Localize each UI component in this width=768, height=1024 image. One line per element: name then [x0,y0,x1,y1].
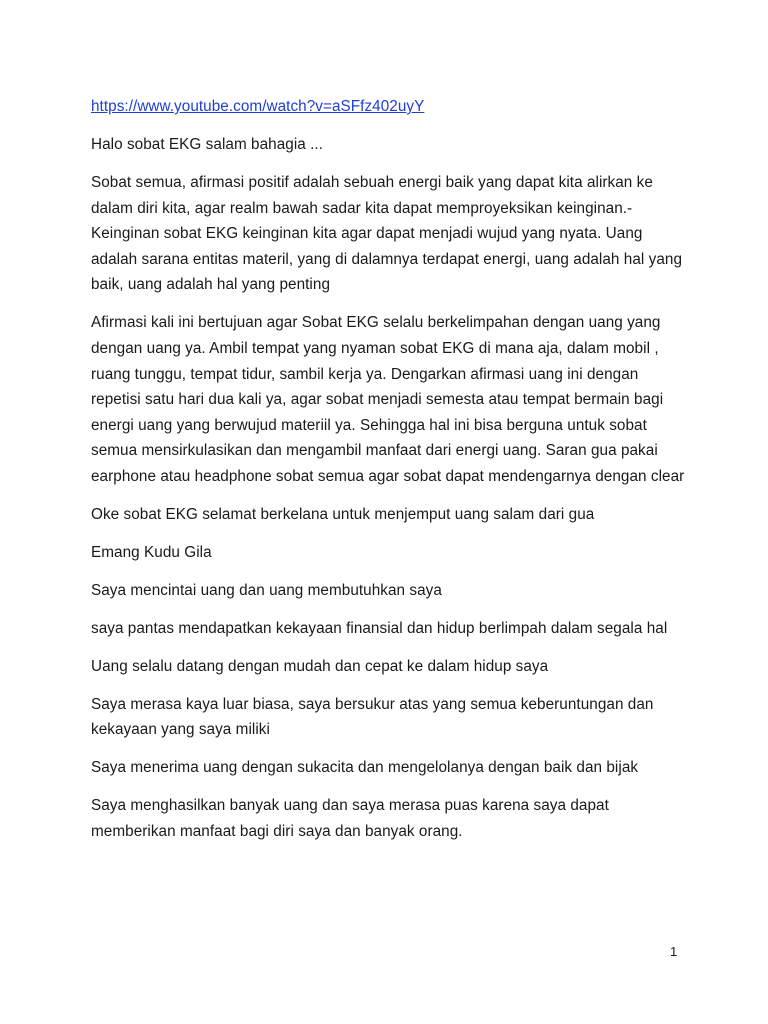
affirmation-1: Saya mencintai uang dan uang membutuhkan saya [91,581,442,599]
paragraph-closing: Oke sobat EKG selamat berkelana untuk menjemput uang salam dari gua [91,505,595,523]
affirmation-5: Saya menerima uang dengan sukacita dan mengelolanya dengan baik dan bijak [91,759,639,777]
affirmation-2: saya pantas mendapatkan kekayaan finansial dan hidup berlimpah dalam segala hal [91,619,668,637]
link-paragraph [91,94,691,120]
page-number: 1 [670,944,678,959]
paragraph-intro: Sobat semua, afirmasi positif adalah sebuah energi baik yang dapat kita alirkan ke dalam diri kita, agar realm bawah sadar kita dapat memproyeksikan keinginan.- Keinginan sobat EKG keinginan kita agar dapat menjadi wujud yang nyata. Uang adalah sarana entitas materil, yang di dalamnya terdapat energi, uang adalah hal yang baik, uang adalah hal yang penting [91,173,683,294]
paragraph-signature: Emang Kudu Gila [91,543,212,561]
affirmation-3: Uang selalu datang dengan mudah dan cepat ke dalam hidup saya [91,657,549,675]
youtube-link[interactable]: https://www.youtube.com/watch?v=aSFfz402uyY [91,98,425,115]
document-body [91,94,691,857]
affirmation-4: Saya merasa kaya luar biasa, saya bersukur atas yang semua keberuntungan dan kekayaan yang saya miliki [91,695,654,739]
affirmation-6: Saya menghasilkan banyak uang dan saya merasa puas karena saya dapat memberikan manfaat bagi diri saya dan banyak orang. [91,797,609,840]
paragraph-purpose: Afirmasi kali ini bertujuan agar Sobat EKG selalu berkelimpahan dengan uang yang dengan uang ya. Ambil tempat yang nyaman sobat EKG di mana aja, dalam mobil , ruang tunggu, tempat tidur, sambil kerja ya. Dengarkan afirmasi uang ini dengan repetisi satu hari dua kali ya, agar sobat menjadi semesta atau tempat bermain bagi energi uang yang berwujud materiil ya. Sehingga hal ini bisa berguna untuk sobat semua mensirkulasikan dan mengambil manfaat dari energi uang. Saran gua pakai earphone atau headphone sobat semua agar sobat dapat mendengarnya dengan clear [91,314,685,485]
paragraph-greeting: Halo sobat EKG salam bahagia ... [91,135,324,153]
